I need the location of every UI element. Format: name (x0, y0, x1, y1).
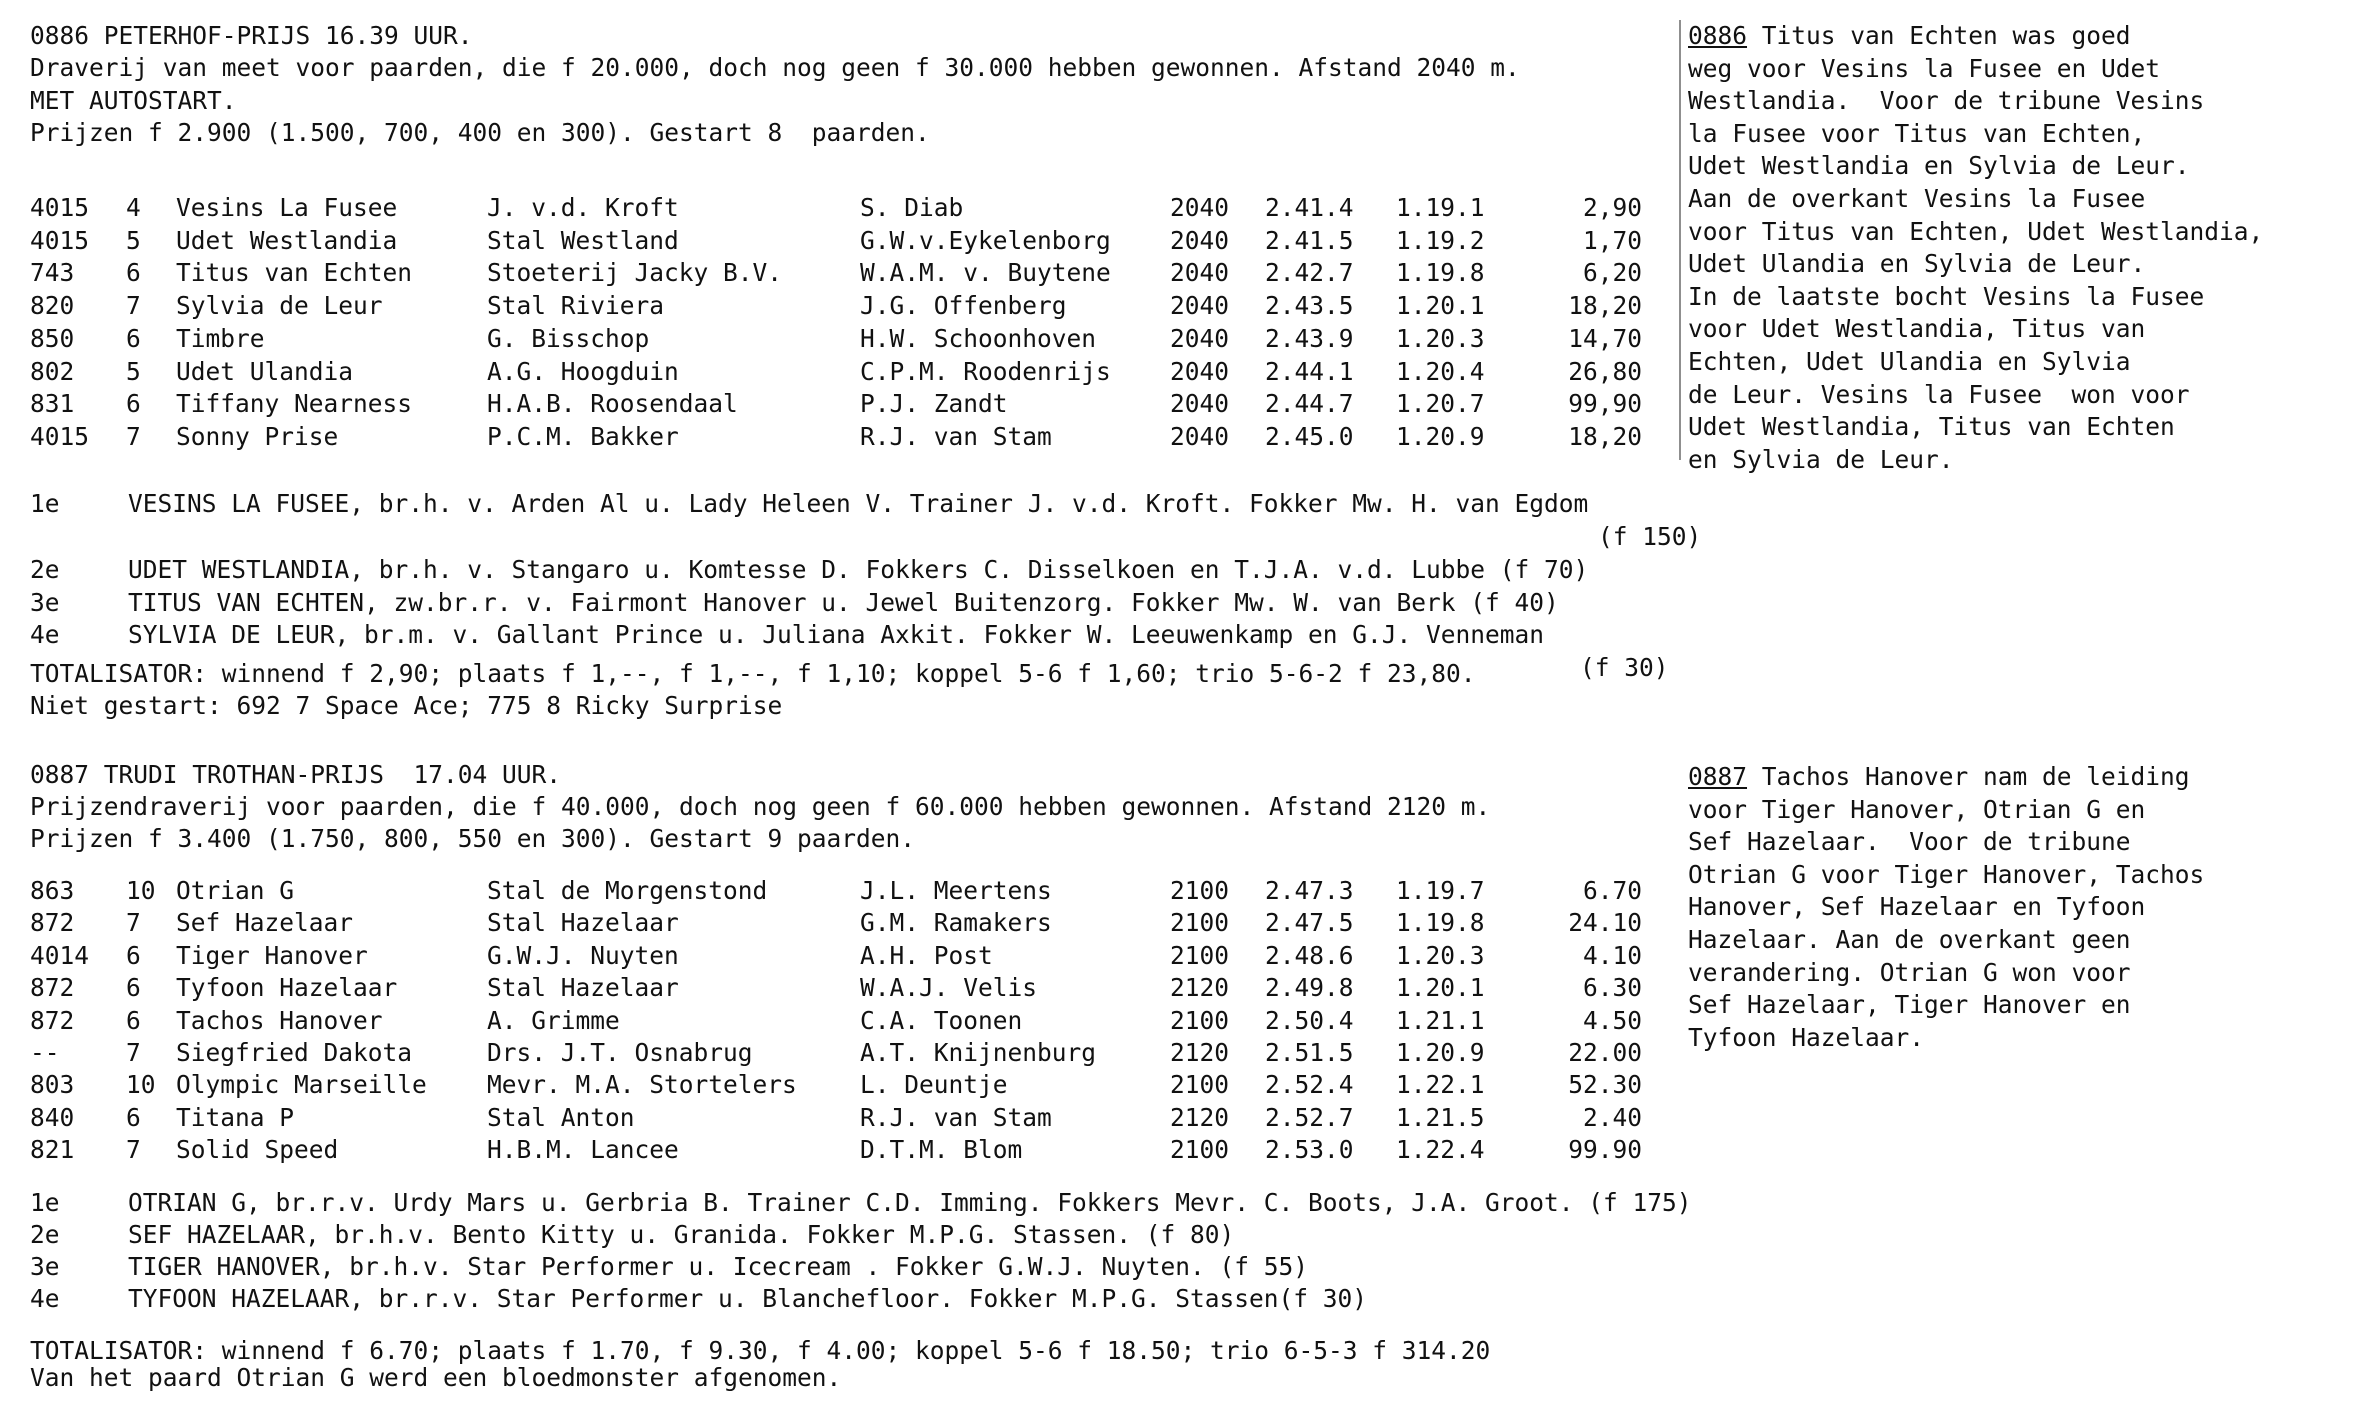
commentary-line: verandering. Otrian G won voor (1688, 957, 2131, 987)
driver-cell: A.H. Post (860, 940, 993, 970)
owner-cell: A. Grimme (487, 1005, 620, 1035)
driver-cell: R.J. van Stam (860, 421, 1052, 451)
result-row (0, 1037, 1660, 1069)
race-time-cell: 2.49.8 (1265, 973, 1354, 1003)
result-row (0, 225, 1660, 257)
horse-name-cell: Sonny Prise (176, 421, 339, 451)
odds-cell: 4.50 (1582, 1005, 1642, 1035)
odds-cell: 6.70 (1582, 876, 1642, 905)
driver-cell: G.M. Ramakers (860, 908, 1052, 938)
previous-race-cell: -- (30, 1038, 60, 1067)
commentary-line: Sef Hazelaar, Tiger Hanover en (1688, 990, 2131, 1020)
odds-cell: 4.10 (1582, 940, 1642, 970)
race-time-cell: 2.44.1 (1265, 356, 1354, 386)
placing-description: SYLVIA DE LEUR, br.m. v. Gallant Prince u. Juliana Axkit. Fokker W. Leeuwenkamp en G.J. Venneman (128, 620, 1545, 649)
distance-cell: 2040 (1170, 193, 1230, 222)
odds-cell: 14,70 (1568, 323, 1642, 353)
horse-name-cell: Tiger Hanover (176, 940, 368, 970)
start-number-cell: 6 (126, 258, 141, 288)
placing-rank: 3e (30, 1252, 60, 1281)
odds-cell: 18,20 (1568, 421, 1642, 451)
placing-description: TYFOON HAZELAAR, br.r.v. Star Performer u. Blanchefloor. Fokker M.P.G. Stassen(f 30) (128, 1284, 1368, 1313)
horse-name-cell: Vesins La Fusee (176, 193, 398, 222)
result-row (0, 1102, 1660, 1134)
race-time-cell: 2.43.5 (1265, 291, 1354, 321)
race-time-cell: 2.41.4 (1265, 193, 1354, 222)
start-number-cell: 6 (126, 940, 141, 970)
driver-cell: P.J. Zandt (860, 389, 1008, 419)
km-time-cell: 1.20.1 (1396, 973, 1485, 1003)
commentary-line: weg voor Vesins la Fusee en Udet (1688, 53, 2161, 83)
distance-cell: 2100 (1170, 1135, 1230, 1165)
odds-cell: 52.30 (1568, 1070, 1642, 1100)
owner-cell: H.B.M. Lancee (487, 1135, 679, 1165)
race-time-cell: 2.41.5 (1265, 225, 1354, 255)
start-number-cell: 10 (126, 876, 156, 905)
previous-race-cell: 803 (30, 1070, 75, 1100)
km-time-cell: 1.20.9 (1396, 1038, 1485, 1067)
horse-name-cell: Solid Speed (176, 1135, 339, 1165)
result-row (0, 875, 1660, 907)
start-number-cell: 6 (126, 323, 141, 353)
result-row (0, 290, 1660, 322)
race-time-cell: 2.47.3 (1265, 876, 1354, 905)
odds-cell: 2.40 (1582, 1102, 1642, 1132)
owner-cell: Stal Hazelaar (487, 973, 679, 1003)
odds-cell: 6,20 (1582, 258, 1642, 288)
owner-cell: H.A.B. Roosendaal (487, 389, 738, 419)
owner-cell: Stal Westland (487, 225, 679, 255)
race-description: Draverij van meet voor paarden, die f 20.000, doch nog geen f 30.000 hebben gewonnen. Afstand 2040 m. (30, 53, 1520, 82)
start-number-cell: 5 (126, 225, 141, 255)
km-time-cell: 1.19.1 (1396, 193, 1485, 222)
horse-name-cell: Olympic Marseille (176, 1070, 427, 1100)
race-description: Prijzen f 2.900 (1.500, 700, 400 en 300). Gestart 8 paarden. (30, 118, 930, 147)
km-time-cell: 1.20.9 (1396, 421, 1485, 451)
race-time-cell: 2.53.0 (1265, 1135, 1354, 1165)
odds-cell: 99.90 (1568, 1135, 1642, 1165)
commentary-line: Westlandia. Voor de tribune Vesins (1688, 86, 2205, 116)
horse-name-cell: Siegfried Dakota (176, 1038, 413, 1067)
start-number-cell: 7 (126, 1038, 141, 1067)
km-time-cell: 1.20.4 (1396, 356, 1485, 386)
odds-cell: 26,80 (1568, 356, 1642, 386)
result-row (0, 940, 1660, 972)
previous-race-cell: 4014 (30, 940, 90, 970)
horse-name-cell: Titana P (176, 1102, 295, 1132)
driver-cell: D.T.M. Blom (860, 1135, 1023, 1165)
result-row (0, 323, 1660, 355)
race-time-cell: 2.45.0 (1265, 421, 1354, 451)
driver-cell: L. Deuntje (860, 1070, 1008, 1100)
owner-cell: A.G. Hoogduin (487, 356, 679, 386)
start-number-cell: 6 (126, 1005, 141, 1035)
placing-rank: 2e (30, 1220, 60, 1249)
commentary-line: Udet Westlandia, Titus van Echten (1688, 412, 2175, 442)
odds-cell: 24.10 (1568, 908, 1642, 938)
commentary-line: Udet Westlandia en Sylvia de Leur. (1688, 151, 2190, 181)
distance-cell: 2040 (1170, 258, 1230, 288)
km-time-cell: 1.19.2 (1396, 225, 1485, 255)
placing-rank: 4e (30, 1284, 60, 1313)
distance-cell: 2040 (1170, 389, 1230, 419)
race-description: Prijzendraverij voor paarden, die f 40.000, doch nog geen f 60.000 hebben gewonnen. Afstand 2120 m. (30, 792, 1491, 821)
race-time-cell: 2.52.7 (1265, 1102, 1354, 1132)
horse-name-cell: Otrian G (176, 876, 295, 905)
race-header: 0886 PETERHOF-PRIJS 16.39 UUR. (30, 21, 473, 50)
driver-cell: W.A.M. v. Buytene (860, 258, 1111, 288)
not-started-line: Niet gestart: 692 7 Space Ace; 775 8 Ricky Surprise (30, 691, 783, 720)
owner-cell: Stoeterij Jacky B.V. (487, 258, 783, 288)
result-row (0, 907, 1660, 939)
commentary-line: la Fusee voor Titus van Echten, (1688, 118, 2146, 148)
horse-name-cell: Timbre (176, 323, 265, 353)
owner-cell: Mevr. M.A. Stortelers (487, 1070, 797, 1100)
owner-cell: G.W.J. Nuyten (487, 940, 679, 970)
start-number-cell: 10 (126, 1070, 156, 1100)
commentary-line: Hazelaar. Aan de overkant geen (1688, 925, 2131, 954)
race-time-cell: 2.50.4 (1265, 1005, 1354, 1035)
previous-race-cell: 831 (30, 389, 75, 419)
placing-description: OTRIAN G, br.r.v. Urdy Mars u. Gerbria B. Trainer C.D. Imming. Fokkers Mevr. C. Boots, J.A. Groot. (f 175) (128, 1188, 1692, 1217)
commentary-line: Udet Ulandia en Sylvia de Leur. (1688, 249, 2146, 279)
distance-cell: 2100 (1170, 908, 1230, 938)
km-time-cell: 1.19.8 (1396, 258, 1485, 288)
race-commentary: 0887 Tachos Hanover nam de leiding (1688, 762, 2190, 791)
owner-cell: Stal de Morgenstond (487, 876, 768, 905)
commentary-line: en Sylvia de Leur. (1688, 444, 1954, 474)
result-row (0, 1069, 1660, 1101)
owner-cell: J. v.d. Kroft (487, 193, 679, 222)
previous-race-cell: 872 (30, 1005, 75, 1035)
horse-name-cell: Titus van Echten (176, 258, 413, 288)
previous-race-cell: 802 (30, 356, 75, 386)
placing-prize: (f 30) (1580, 653, 1669, 682)
previous-race-cell: 743 (30, 258, 75, 288)
odds-cell: 99,90 (1568, 389, 1642, 419)
result-row (0, 257, 1660, 289)
start-number-cell: 7 (126, 1135, 141, 1165)
commentary-line: voor Udet Westlandia, Titus van (1688, 314, 2146, 344)
distance-cell: 2120 (1170, 973, 1230, 1003)
previous-race-cell: 4015 (30, 421, 90, 451)
commentary-line: Aan de overkant Vesins la Fusee (1688, 184, 2146, 213)
horse-name-cell: Tyfoon Hazelaar (176, 973, 398, 1003)
previous-race-cell: 840 (30, 1102, 75, 1132)
distance-cell: 2120 (1170, 1102, 1230, 1132)
previous-race-cell: 820 (30, 291, 75, 321)
totalisator-line: TOTALISATOR: winnend f 2,90; plaats f 1,--, f 1,--, f 1,10; koppel 5-6 f 1,60; trio 5-6-2 f 23,80. (30, 659, 1476, 688)
km-time-cell: 1.21.1 (1396, 1005, 1485, 1035)
race-time-cell: 2.42.7 (1265, 258, 1354, 288)
result-row (0, 388, 1660, 420)
result-row (0, 192, 1660, 224)
distance-cell: 2040 (1170, 291, 1230, 321)
km-time-cell: 1.20.3 (1396, 940, 1485, 970)
race-time-cell: 2.47.5 (1265, 908, 1354, 938)
owner-cell: Stal Riviera (487, 291, 665, 321)
previous-race-cell: 872 (30, 973, 75, 1003)
driver-cell: W.A.J. Velis (860, 973, 1038, 1003)
previous-race-cell: 850 (30, 323, 75, 353)
previous-race-cell: 863 (30, 876, 75, 905)
start-number-cell: 6 (126, 973, 141, 1003)
driver-cell: J.G. Offenberg (860, 291, 1067, 321)
placing-description: TIGER HANOVER, br.h.v. Star Performer u. Icecream . Fokker G.W.J. Nuyten. (f 55) (128, 1252, 1309, 1281)
distance-cell: 2040 (1170, 323, 1230, 353)
race-time-cell: 2.52.4 (1265, 1070, 1354, 1100)
previous-race-cell: 4015 (30, 225, 90, 255)
placing-rank: 4e (30, 620, 60, 649)
start-number-cell: 5 (126, 356, 141, 386)
distance-cell: 2120 (1170, 1038, 1230, 1067)
result-row (0, 972, 1660, 1004)
previous-race-cell: 872 (30, 908, 75, 938)
column-divider (1679, 20, 1681, 460)
placing-rank: 1e (30, 1188, 60, 1217)
race-commentary: 0886 Titus van Echten was goed (1688, 21, 2131, 50)
distance-cell: 2040 (1170, 421, 1230, 451)
horse-name-cell: Udet Westlandia (176, 225, 398, 255)
km-time-cell: 1.19.7 (1396, 876, 1485, 905)
race-time-cell: 2.48.6 (1265, 940, 1354, 970)
driver-cell: J.L. Meertens (860, 876, 1052, 905)
distance-cell: 2040 (1170, 356, 1230, 386)
odds-cell: 2,90 (1582, 193, 1642, 222)
horse-name-cell: Sylvia de Leur (176, 291, 383, 321)
km-time-cell: 1.20.1 (1396, 291, 1485, 321)
km-time-cell: 1.21.5 (1396, 1102, 1485, 1132)
km-time-cell: 1.19.8 (1396, 908, 1485, 938)
start-number-cell: 6 (126, 389, 141, 419)
race-description: Prijzen f 3.400 (1.750, 800, 550 en 300). Gestart 9 paarden. (30, 824, 916, 853)
km-time-cell: 1.22.4 (1396, 1135, 1485, 1165)
owner-cell: Drs. J.T. Osnabrug (487, 1038, 753, 1067)
km-time-cell: 1.20.3 (1396, 323, 1485, 353)
totalisator-line: TOTALISATOR: winnend f 6.70; plaats f 1.70, f 9.30, f 4.00; koppel 5-6 f 18.50; trio 6-5-3 f 314.20 (30, 1336, 1491, 1365)
distance-cell: 2100 (1170, 940, 1230, 970)
driver-cell: R.J. van Stam (860, 1102, 1052, 1132)
commentary-line: Otrian G voor Tiger Hanover, Tachos (1688, 859, 2205, 889)
horse-name-cell: Udet Ulandia (176, 356, 354, 386)
commentary-race-number: 0887 (1688, 762, 1748, 791)
previous-race-cell: 821 (30, 1135, 75, 1165)
odds-cell: 1,70 (1582, 225, 1642, 255)
commentary-line: Sef Hazelaar. Voor de tribune (1688, 827, 2131, 857)
commentary-line: Tyfoon Hazelaar. (1688, 1022, 1925, 1052)
placing-rank: 3e (30, 588, 60, 617)
distance-cell: 2040 (1170, 225, 1230, 255)
driver-cell: C.A. Toonen (860, 1005, 1023, 1035)
note-line: Van het paard Otrian G werd een bloedmonster afgenomen. (30, 1363, 842, 1392)
km-time-cell: 1.20.7 (1396, 389, 1485, 419)
result-row (0, 421, 1660, 453)
race-description: MET AUTOSTART. (30, 86, 237, 115)
start-number-cell: 7 (126, 421, 141, 451)
horse-name-cell: Sef Hazelaar (176, 908, 354, 938)
commentary-race-number: 0886 (1688, 21, 1748, 50)
odds-cell: 22.00 (1568, 1038, 1642, 1067)
placing-rank: 1e (30, 489, 60, 518)
race-time-cell: 2.44.7 (1265, 389, 1354, 419)
driver-cell: S. Diab (860, 193, 964, 222)
start-number-cell: 4 (126, 193, 141, 222)
placing-rank: 2e (30, 555, 60, 584)
owner-cell: P.C.M. Bakker (487, 421, 679, 451)
previous-race-cell: 4015 (30, 193, 90, 222)
driver-cell: C.P.M. Roodenrijs (860, 356, 1111, 386)
placing-prize: (f 150) (1598, 522, 1702, 551)
owner-cell: Stal Anton (487, 1102, 635, 1132)
horse-name-cell: Tiffany Nearness (176, 389, 413, 419)
start-number-cell: 6 (126, 1102, 141, 1132)
commentary-line: In de laatste bocht Vesins la Fusee (1688, 281, 2205, 311)
horse-name-cell: Tachos Hanover (176, 1005, 383, 1035)
driver-cell: G.W.v.Eykelenborg (860, 225, 1111, 255)
placing-description: TITUS VAN ECHTEN, zw.br.r. v. Fairmont Hanover u. Jewel Buitenzorg. Fokker Mw. W. van Berk (f 40) (128, 588, 1559, 617)
odds-cell: 18,20 (1568, 291, 1642, 321)
result-row (0, 1005, 1660, 1037)
owner-cell: Stal Hazelaar (487, 908, 679, 938)
distance-cell: 2100 (1170, 876, 1230, 905)
driver-cell: H.W. Schoonhoven (860, 323, 1097, 353)
commentary-line: voor Titus van Echten, Udet Westlandia, (1688, 216, 2264, 246)
distance-cell: 2100 (1170, 1070, 1230, 1100)
result-row (0, 356, 1660, 388)
commentary-line: voor Tiger Hanover, Otrian G en (1688, 794, 2146, 824)
commentary-line: de Leur. Vesins la Fusee won voor (1688, 379, 2190, 409)
placing-description: UDET WESTLANDIA, br.h. v. Stangaro u. Komtesse D. Fokkers C. Disselkoen en T.J.A. v.d. Lubbe (f 70) (128, 555, 1589, 584)
owner-cell: G. Bisschop (487, 323, 650, 353)
driver-cell: A.T. Knijnenburg (860, 1038, 1097, 1067)
start-number-cell: 7 (126, 908, 141, 938)
commentary-line: Echten, Udet Ulandia en Sylvia (1688, 347, 2131, 376)
odds-cell: 6.30 (1582, 973, 1642, 1003)
km-time-cell: 1.22.1 (1396, 1070, 1485, 1100)
result-row (0, 1134, 1660, 1166)
race-header: 0887 TRUDI TROTHAN-PRIJS 17.04 UUR. (30, 760, 562, 789)
race-time-cell: 2.51.5 (1265, 1038, 1354, 1067)
placing-description: SEF HAZELAAR, br.h.v. Bento Kitty u. Granida. Fokker M.P.G. Stassen. (f 80) (128, 1220, 1235, 1249)
placing-description: VESINS LA FUSEE, br.h. v. Arden Al u. Lady Heleen V. Trainer J. v.d. Kroft. Fokker Mw. H. van Egdom (128, 489, 1589, 518)
commentary-line: Hanover, Sef Hazelaar en Tyfoon (1688, 892, 2146, 922)
race-time-cell: 2.43.9 (1265, 323, 1354, 353)
start-number-cell: 7 (126, 291, 141, 321)
distance-cell: 2100 (1170, 1005, 1230, 1035)
